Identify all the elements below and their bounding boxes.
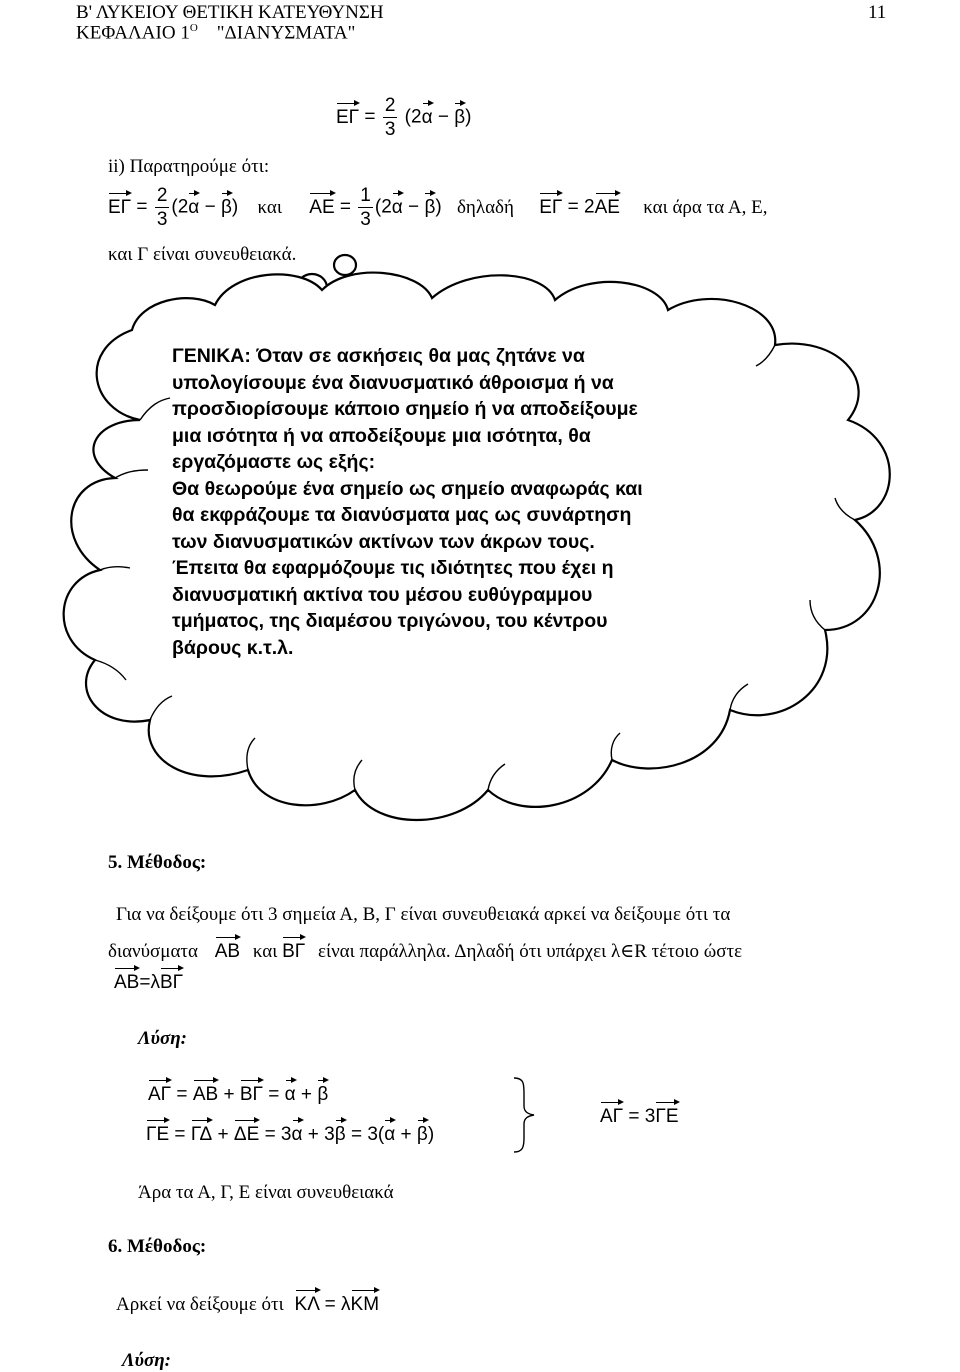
cloud-line: διανυσματική ακτίνα του μέσου ευθύγραμμου	[172, 583, 593, 606]
chapter-label: ΚΕΦΑΛΑΙΟ 1	[76, 22, 190, 44]
cloud-line: θα εκφράζουμε τα διανύσματα μας ως συνάρτηση	[172, 504, 632, 526]
vector-eg: ΕΓ	[108, 196, 132, 218]
vector-beta: β	[220, 196, 232, 218]
vector-bg: ΒΓ	[159, 972, 184, 993]
chapter-superscript: Ο	[189, 22, 198, 34]
vector-eg: ΕΓ	[539, 196, 563, 218]
cloud-line: μια ισότητα ή να αποδείξουμε μια ισότητα, θα	[172, 424, 591, 447]
method5-heading: 5. Μέθοδος:	[108, 852, 207, 873]
vector-alpha: α	[391, 196, 403, 218]
header-left-line1: Β' ΛΥΚΕΙΟΥ ΘΕΤΙΚΗ ΚΑΤΕΥΘΥΝΣΗ	[76, 2, 384, 23]
chapter-title: "ΔΙΑΝΥΣΜΑΤΑ"	[216, 22, 356, 44]
method5-equation-2: ΓΕ = ΓΔ + ΔΕ = 3α + 3β = 3(α + β)	[146, 1124, 435, 1145]
vector-km: ΚΜ	[350, 1294, 380, 1315]
observation-line2: και Γ είναι συνευθειακά.	[108, 244, 297, 265]
method5-conclusion: Άρα τα Α, Γ, Ε είναι συνευθειακά	[138, 1182, 394, 1203]
vector-eg: ΕΓ	[336, 106, 360, 128]
vector-alpha: α	[421, 106, 433, 128]
method5-line2: διανύσματα ΑΒ και ΒΓ είναι παράλληλα. Δηλαδή ότι υπάρχει λ∈R τέτοιο ώστε	[108, 941, 743, 962]
top-formula: ΕΓ = $\frac{2}{3}$ (2α − β)	[336, 95, 472, 140]
cloud-line: βάρους κ.τ.λ.	[172, 636, 294, 659]
method6-heading: 6. Μέθοδος:	[108, 1236, 207, 1257]
method6-solution-label: Λύση:	[122, 1350, 171, 1371]
cloud-line: τμήματος, της διαμέσου τριγώνου, του κέντρου	[172, 610, 608, 632]
method5-equation-1: ΑΓ = ΑΒ + ΒΓ = α + β	[148, 1084, 329, 1105]
method6-line1: Αρκεί να δείξουμε ότι ΚΛ = λΚΜ	[116, 1294, 380, 1315]
observation-label: ii) Παρατηρούμε ότι:	[108, 156, 270, 177]
cloud-line: Θα θεωρούμε ένα σημείο ως σημείο αναφωράς και	[172, 477, 643, 500]
page-number: 11	[868, 2, 887, 23]
method5-condition: ΑΒ=λΒΓ	[114, 972, 184, 993]
cloud-line: προσδιορίσουμε κάποιο σημείο ή να αποδείξουμε	[172, 398, 638, 420]
vector-beta: β	[424, 196, 436, 218]
right-brace	[512, 1076, 536, 1154]
cloud-line: Έπειτα θα εφαρμόζουμε τις ιδιότητες που έχει η	[172, 557, 614, 579]
cloud-line: εργαζόμαστε ως εξής:	[172, 451, 376, 473]
vector-kl: ΚΛ	[294, 1294, 320, 1315]
method5-solution-label: Λύση:	[138, 1028, 187, 1049]
fraction-1-3: $\frac{1}{3}$	[360, 185, 371, 230]
cloud-line: υπολογίσουμε ένα διανυσματικό άθροισμα ή να	[172, 371, 614, 394]
fraction-2-3: $\frac{2}{3}$	[156, 185, 168, 230]
method5-line1: Για να δείξουμε ότι 3 σημεία Α, Β, Γ είναι συνευθειακά αρκεί να δείξουμε ότι τα	[116, 904, 731, 925]
vector-ae: ΑΕ	[594, 196, 620, 218]
vector-alpha: α	[188, 196, 200, 218]
cloud-line: ΓΕΝΙΚΑ: Όταν σε ασκήσεις θα μας ζητάνε να	[172, 345, 585, 367]
observation-formula-line: ΕΓ = $\frac{2}{3}$ (2α − β) και ΑΕ = $\frac{1}{3}$ (2α − β) δηλαδή ΕΓ = 2ΑΕ και άρα τα Α, Ε,	[108, 185, 768, 230]
cloud-line: των διανυσματικών ακτίνων των άκρων τους.	[172, 530, 595, 553]
vector-ab: ΑΒ	[114, 972, 140, 993]
vector-ae: ΑΕ	[309, 196, 335, 218]
vector-bg: ΒΓ	[282, 941, 306, 962]
vector-beta: β	[454, 106, 466, 128]
cloud-note	[172, 343, 752, 661]
fraction-2-3: $\frac{2}{3}$	[384, 95, 396, 140]
method5-result: ΑΓ = 3ΓΕ	[600, 1106, 679, 1127]
vector-ab: ΑΒ	[214, 941, 241, 962]
